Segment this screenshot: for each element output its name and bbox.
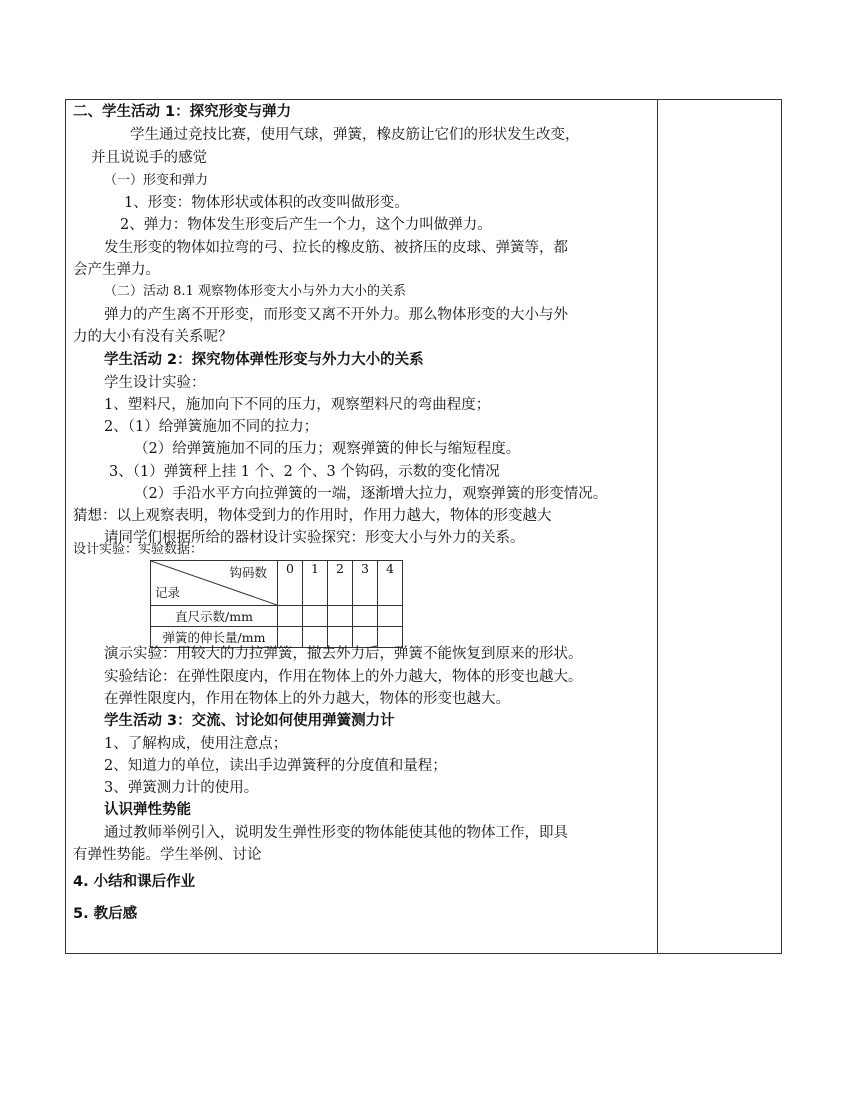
text-line: 实验结论：在弹性限度内，作用在物体上的外力越大，物体的形变也越大。: [104, 669, 583, 685]
subheading-deformation: （一）形变和弹力: [104, 173, 209, 188]
table-header-cell: 2: [328, 561, 353, 606]
text-line: 2、弹力：物体发生形变后产生一个力，这个力叫做弹力。: [120, 217, 492, 233]
experiment-data-table: [150, 560, 403, 648]
text-line: 弹力的产生离不开形变，而形变又离不开外力。那么物体形变的大小与外: [104, 307, 568, 323]
text-line: 会产生弹力。: [73, 262, 160, 278]
text-line: 有弹性势能。学生举例、讨论: [73, 847, 262, 863]
text-line: 力的大小有没有关系呢？: [73, 329, 233, 345]
text-line: （2）手沿水平方向拉弹簧的一端，逐渐增大拉力，观察弹簧的形变情况。: [134, 486, 608, 502]
corner-label-count: 钩码数: [229, 565, 267, 580]
text-line: 2、（1）给弹簧施加不同的拉力；: [104, 419, 319, 435]
table-cell: [303, 606, 328, 627]
heading-elastic-potential-energy: 认识弹性势能: [104, 802, 191, 818]
text-line: 1、了解构成，使用注意点；: [104, 736, 288, 752]
subheading-activity-8-1: （二）活动 8.1 观察物体形变大小与外力大小的关系: [104, 284, 406, 299]
heading-activity-3: 学生活动 3：交流、讨论如何使用弹簧测力计: [104, 713, 395, 729]
text-line: 在弹性限度内，作用在物体上的外力越大，物体的形变也越大。: [104, 691, 510, 707]
table-cell: [278, 606, 303, 627]
text-line: 学生设计实验：: [104, 375, 206, 391]
text-line: 演示实验：用较大的力拉弹簧，撤去外力后，弹簧不能恢复到原来的形状。: [104, 646, 583, 662]
table-row-header: 直尺示数/mm: [151, 606, 278, 627]
text-line: 3、弹簧测力计的使用。: [104, 780, 259, 796]
table-row: [151, 606, 403, 627]
text-line: 1、形变：物体形状或体积的改变叫做形变。: [124, 195, 409, 211]
text-line: 发生形变的物体如拉弯的弓、拉长的橡皮筋、被挤压的皮球、弹簧等，都: [104, 240, 568, 256]
text-line: 学生通过竞技比赛，使用气球，弹簧，橡皮筋让它们的形状发生改变，: [130, 127, 580, 143]
text-line: 3、（1）弹簧秤上挂 1 个、2 个、3 个钩码，示数的变化情况: [109, 464, 500, 480]
heading-activity-1: 二、学生活动 1：探究形变与弹力: [73, 104, 292, 120]
text-line: 通过教师举例引入，说明发生弹性形变的物体能使其他的物体工作，即具: [104, 825, 568, 841]
table-cell: [328, 606, 353, 627]
table-cell: [353, 606, 378, 627]
table-row-header: 弹簧的伸长量/mm: [151, 627, 278, 648]
heading-reflection: 5. 教后感: [73, 906, 138, 922]
text-line: 并且说说手的感觉: [91, 150, 207, 166]
table-corner-cell: [151, 561, 278, 606]
text-line: （2）给弹簧施加不同的压力；观察弹簧的伸长与缩短程度。: [134, 441, 521, 457]
table-header-cell: 3: [353, 561, 378, 606]
table-cell: [378, 606, 403, 627]
heading-activity-2: 学生活动 2：探究物体弹性形变与外力大小的关系: [104, 352, 424, 368]
notes-column-divider: [657, 99, 658, 954]
table-header-cell: 1: [303, 561, 328, 606]
text-line: 猜想：以上观察表明，物体受到力的作用时，作用力越大，物体的形变越大: [73, 508, 552, 524]
corner-label-record: 记录: [155, 585, 181, 600]
text-line: 1、塑料尺，施加向下不同的压力，观察塑料尺的弯曲程度；: [104, 397, 491, 413]
text-line: 2、知道力的单位，读出手边弹簧秤的分度值和量程；: [104, 758, 447, 774]
heading-summary-homework: 4. 小结和课后作业: [73, 874, 196, 890]
text-line: 设计实验：实验数据：: [73, 542, 204, 557]
table-header-cell: 4: [378, 561, 403, 606]
table-header-cell: 0: [278, 561, 303, 606]
text-line: 请同学们根据所给的器材设计实验探究：形变大小与外力的关系。: [104, 530, 525, 546]
